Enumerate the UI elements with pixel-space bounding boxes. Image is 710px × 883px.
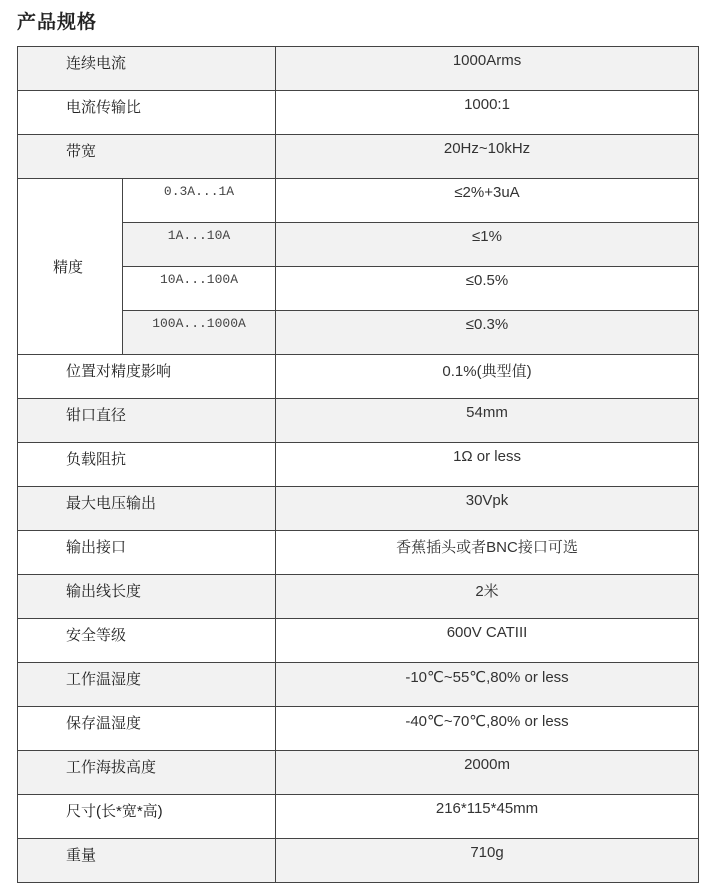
row-label: 输出线长度 bbox=[18, 575, 276, 619]
row-label: 负载阻抗 bbox=[18, 443, 276, 487]
spec-table bbox=[17, 46, 699, 883]
table-row bbox=[18, 135, 699, 179]
table-row bbox=[18, 707, 699, 751]
row-label: 钳口直径 bbox=[18, 399, 276, 443]
table-row bbox=[18, 399, 699, 443]
precision-value: ≤2%+3uA bbox=[276, 179, 699, 223]
row-value: -10℃~55℃,80% or less bbox=[276, 663, 699, 707]
row-label: 连续电流 bbox=[18, 47, 276, 91]
row-label: 最大电压输出 bbox=[18, 487, 276, 531]
table-row bbox=[18, 839, 699, 883]
table-row bbox=[18, 663, 699, 707]
row-label: 工作海拔高度 bbox=[18, 751, 276, 795]
row-value: 216*115*45mm bbox=[276, 795, 699, 839]
table-row bbox=[18, 443, 699, 487]
row-value: 0.1%(典型值) bbox=[276, 355, 699, 399]
table-row bbox=[18, 575, 699, 619]
precision-range: 100A...1000A bbox=[123, 311, 276, 355]
precision-value: ≤0.5% bbox=[276, 267, 699, 311]
row-value: 54mm bbox=[276, 399, 699, 443]
row-value: 1Ω or less bbox=[276, 443, 699, 487]
row-value: 1000Arms bbox=[276, 47, 699, 91]
table-row bbox=[18, 531, 699, 575]
row-label: 安全等级 bbox=[18, 619, 276, 663]
row-value: 1000:1 bbox=[276, 91, 699, 135]
row-value: 710g bbox=[276, 839, 699, 883]
precision-range: 0.3A...1A bbox=[123, 179, 276, 223]
table-row bbox=[18, 619, 699, 663]
row-value: 30Vpk bbox=[276, 487, 699, 531]
precision-label: 精度 bbox=[18, 179, 123, 355]
row-label: 位置对精度影响 bbox=[18, 355, 276, 399]
row-label: 电流传输比 bbox=[18, 91, 276, 135]
table-row bbox=[18, 795, 699, 839]
row-value: 20Hz~10kHz bbox=[276, 135, 699, 179]
row-label: 带宽 bbox=[18, 135, 276, 179]
table-row bbox=[18, 751, 699, 795]
table-row bbox=[18, 179, 699, 223]
precision-value: ≤0.3% bbox=[276, 311, 699, 355]
row-value: 香蕉插头或者BNC接口可选 bbox=[276, 531, 699, 575]
row-label: 重量 bbox=[18, 839, 276, 883]
row-value: -40℃~70℃,80% or less bbox=[276, 707, 699, 751]
row-value: 2米 bbox=[276, 575, 699, 619]
row-value: 600V CATIII bbox=[276, 619, 699, 663]
table-row bbox=[18, 91, 699, 135]
row-label: 输出接口 bbox=[18, 531, 276, 575]
row-label: 尺寸(长*宽*高) bbox=[18, 795, 276, 839]
table-row bbox=[18, 487, 699, 531]
page-title: 产品规格 bbox=[17, 11, 98, 33]
precision-value: ≤1% bbox=[276, 223, 699, 267]
table-row bbox=[18, 47, 699, 91]
row-label: 保存温湿度 bbox=[18, 707, 276, 751]
precision-range: 10A...100A bbox=[123, 267, 276, 311]
row-value: 2000m bbox=[276, 751, 699, 795]
row-label: 工作温湿度 bbox=[18, 663, 276, 707]
table-row bbox=[18, 355, 699, 399]
precision-range: 1A...10A bbox=[123, 223, 276, 267]
